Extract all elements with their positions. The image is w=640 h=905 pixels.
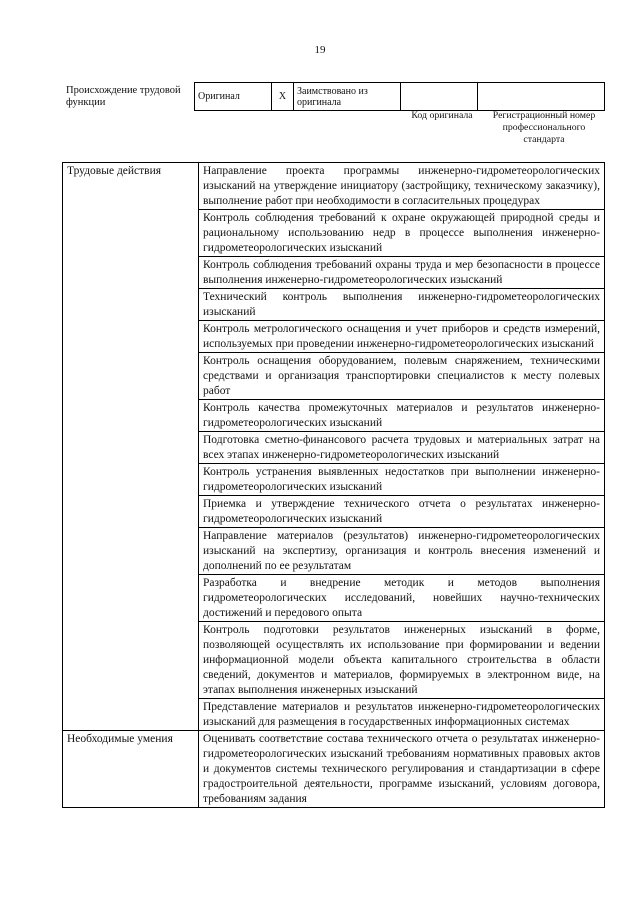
labor-action-item: Контроль устранения выявленных недостатков при выполнении инженерно-гидрометеорологических изысканий [199, 464, 605, 496]
labor-action-item: Контроль оснащения оборудованием, полевым снаряжением, техническими средствами и организация транспортировки специалистов к месту полевых работ [199, 353, 605, 400]
original-mark: X [272, 83, 294, 111]
labor-action-item: Контроль метрологического оснащения и учет приборов и средств измерений, используемых при проведении инженерно-гидрометеорологических изысканий [199, 321, 605, 353]
functions-table [62, 162, 605, 808]
origin-label: Происхождение трудовой функции [66, 85, 181, 108]
skill-item: Оценивать соответствие состава технического отчета о результатах инженерно-гидрометеорологических изысканий требованиям нормативных правовых актов и документов системы технического регулирования и стандартизации в сфере градостроительной деятельности, программе изысканий, условиям договора, требованиям задания [199, 731, 605, 808]
labor-action-item: Контроль качества промежуточных материалов и результатов инженерно-гидрометеорологических изысканий [199, 400, 605, 432]
reg-number-cell [478, 83, 605, 111]
labor-action-item: Приемка и утверждение технического отчета о результатах инженерно-гидрометеорологических изысканий [199, 496, 605, 528]
skills-heading: Необходимые умения [63, 731, 199, 808]
labor-actions-heading: Трудовые действия [63, 163, 199, 731]
reg-number-caption: Регистрационный номер профессионального стандарта [492, 110, 596, 145]
labor-action-item: Разработка и внедрение методик и методов выполнения гидрометеорологических исследований, новейших научно-технических достижений и передового опыта [199, 575, 605, 622]
labor-action-item: Контроль подготовки результатов инженерных изысканий в форме, позволяющей осуществлять их использование при формировании и ведении информационной модели объекта капитального строительства в области сведений, документов и материалов, формируемых в электронном виде, на этапах выполнения инженерных изысканий [199, 622, 605, 699]
code-caption: Код оригинала [411, 110, 473, 121]
page-number: 19 [314, 44, 326, 56]
labor-action-item: Направление материалов (результатов) инженерно-гидрометеорологических изысканий на экспертизу, организация и контроль внесения изменений и дополнений по ее результатам [199, 528, 605, 575]
borrowed-cell: Заимствовано из оригинала [294, 83, 401, 111]
original-cell: Оригинал [195, 83, 272, 111]
labor-action-item: Направление проекта программы инженерно-гидрометеорологических изысканий на утверждение инициатору (застройщику, техническому заказчику), выполнение работ при необходимости в согласительных процедурах [199, 163, 605, 210]
labor-action-item: Представление материалов и результатов инженерно-гидрометеорологических изысканий для размещения в государственных информационных системах [199, 699, 605, 731]
code-cell [401, 83, 478, 111]
labor-action-item: Контроль соблюдения требований охраны труда и мер безопасности в процессе выполнения инженерно-гидрометеорологических изысканий [199, 257, 605, 289]
origin-table [194, 82, 605, 111]
labor-action-item: Технический контроль выполнения инженерно-гидрометеорологических изысканий [199, 289, 605, 321]
labor-action-item: Контроль соблюдения требований к охране окружающей природной среды и рациональному использованию недр в процессе выполнения инженерно-гидрометеорологических изысканий [199, 210, 605, 257]
labor-action-item: Подготовка сметно-финансового расчета трудовых и материальных затрат на всех этапах инженерно-гидрометеорологических изысканий [199, 432, 605, 464]
